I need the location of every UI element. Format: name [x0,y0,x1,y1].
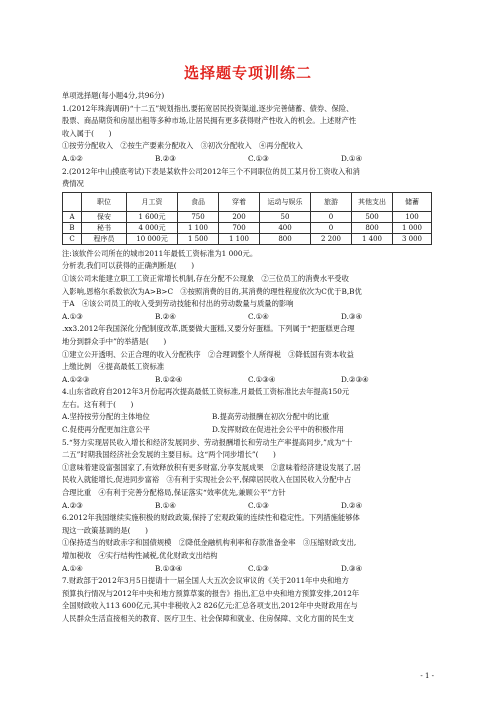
q3-option-a: A.①②③ [62,374,90,384]
q6-statement-line: ①保持适当的财政赤字和国债规模 ②降低金融机构利率和存款准备金率 ③压缩财政支出, [62,538,357,548]
q3-option-d: D.②③④ [341,374,369,384]
table-header-cell: 食品 [178,192,219,211]
q4-option-d: D.发挥财政在促进社会公平中的积极作用 [212,425,344,435]
table-row [63,211,432,222]
q4-stem-line: 4.山东省政府自2012年3月份起再次提高最低工资标准,月最低工资标准比去年提高150元 [62,387,350,397]
table-cell: 1 100 [219,233,260,244]
table-header-cell: 穿着 [219,192,260,211]
table-row [63,222,432,233]
q1-option-b: B.②③ [155,153,176,163]
table-header-cell: 储蓄 [393,192,432,211]
table-cell: 200 [219,211,260,222]
q5-stem-line: 5.“努力实现居民收入增长和经济发展同步、劳动报酬增长和劳动生产率提高同步,”成为“十 [62,437,353,447]
q2-statement-line: ①该公司未能建立职工工资正常增长机制,存在分配不公现象 ②三位员工的消费水平受收 [62,273,349,283]
q5-options [62,500,434,513]
q6-option-d: D.③④ [341,563,362,573]
q2-stem-line: 2.(2012年中山摸底考试)下表是某软件公司2012年三个不同职位的员工某月份工资收入和消 [62,166,360,176]
table-header-cell: 月工资 [127,192,178,211]
q4-stem-line: 左右。这有利于( ) [62,399,134,409]
q1-option-d: D.①④ [341,153,362,163]
q5-statement-line: 民收入就能增长,促进同步富裕 ③有利于实现社会公平,保障居民收入在国民收入分配中占 [62,475,352,485]
table-cell: 800 [260,233,311,244]
q6-option-b: B.①③④ [155,563,183,573]
table-cell: 2 200 [311,233,352,244]
page-title: 选择题专项训练二 [183,64,312,82]
q5-option-b: B.①④ [155,500,176,510]
table-header-cell: 旅游 [311,192,352,211]
q4-options-row [62,424,434,437]
q2-stem-line: 费情况 [62,179,84,189]
q4-option-c: C.促使再分配更加注意公平 [62,425,150,435]
q6-option-c: C.①③ [248,563,269,573]
q5-statement-line: 合理比重 ④有利于完善分配格局,保证落实“效率优先,兼顾公平”方针 [62,488,286,498]
table-cell: 800 [352,222,393,233]
q4-options-row [62,411,434,424]
table-cell: A [63,211,82,222]
q2-option-b: B.②④ [155,311,176,321]
q1-stem-line: 股票、商品期货和房屋出租等多种市场,让居民拥有更多获得财产性收入的机会。上述财产性 [62,116,357,126]
q1-options [62,153,434,166]
q2-note: 注:该软件公司所在的城市2011年最低工资标准为1 000元。 [62,248,258,258]
table-cell: 秘书 [82,222,127,233]
q2-options [62,311,434,324]
q7-line: 预算执行情况与2012年中央和地方预算草案的报告》指出,汇总中央和地方预算安排,2012年 [62,588,360,598]
table-cell: 1 400 [352,233,393,244]
table-cell: B [63,222,82,233]
document-body [62,90,434,626]
table-cell: 1 000 [393,222,432,233]
table-cell: 400 [260,222,311,233]
q1-choices: ①按劳分配收入 ②按生产要素分配收入 ③初次分配收入 ④再分配收入 [62,141,303,151]
table-cell: 3 000 [393,233,432,244]
q3-stem-line: .xx3.2012年我国深化分配制度改革,既要做大蛋糕,又要分好蛋糕。下列属于“把蛋糕更合理 [62,324,355,334]
table-cell: 50 [260,211,311,222]
q3-stem-line: 地分到群众手中”的举措是( ) [62,336,167,346]
q4-option-a: A.坚持按劳分配的主体地位 [62,412,150,422]
q6-stem-line: 现这一政策基调的是( ) [62,525,148,535]
table-cell: 1 100 [178,222,219,233]
table-cell: 1 500 [178,233,219,244]
q5-option-d: D.②④ [341,500,362,510]
q1-option-a: A.①② [62,153,83,163]
q7-line: 全国财政收入113 600亿元,其中非税收入2 826亿元;汇总各项支出,2012年中央财政用在与 [62,601,358,611]
q3-option-b: B.①②④ [155,374,183,384]
page-number: - 1 - [420,672,434,680]
table-cell: C [63,233,82,244]
table-header-cell: 运动与娱乐 [260,192,311,211]
q3-option-c: C.①③④ [248,374,276,384]
table-cell: 100 [393,211,432,222]
table-cell: 500 [352,211,393,222]
q5-option-a: A.②③ [62,500,83,510]
q6-stem-line: 6.2012年我国继续实施积极的财政政策,保持了宏观政策的连续性和稳定性。下列措施能够体 [62,513,360,523]
q7-line: 7.财政部于2012年3月5日提请十一届全国人大五次会议审议的《关于2011年中央和地方 [62,576,349,586]
q4-option-b: B.提高劳动报酬在初次分配中的比重 [212,412,330,422]
q2-option-d: D.③④ [341,311,362,321]
table-row [63,233,432,244]
q1-option-c: C.①③ [248,153,269,163]
table-header-cell [63,192,82,211]
q2-option-c: C.①④ [248,311,269,321]
table-header-cell: 职位 [82,192,127,211]
section-intro: 单项选择题(每小题4分,共96分) [62,91,165,100]
q2-analysis: 分析表,我们可以获得的正确判断是( ) [62,261,195,271]
salary-table [62,192,432,245]
table-cell: 750 [178,211,219,222]
table-cell: 1 600元 [127,211,178,222]
table-cell: 700 [219,222,260,233]
q6-option-a: A.①④ [62,563,83,573]
table-cell: 程序员 [82,233,127,244]
q3-options [62,374,434,387]
q2-option-a: A.①③ [62,311,83,321]
q1-stem-line: 1.(2012年珠海调研)“十二五”规划指出,要拓宽居民投资渠道,逐步完善储蓄、债券、保险、 [62,103,354,113]
q6-statement-line: 增加税收 ④实行结构性减税,优化财政支出结构 [62,551,218,560]
q6-options [62,563,434,576]
table-cell: 0 [311,211,352,222]
table-cell: 保安 [82,211,127,222]
q7-line: 人民群众生活直接相关的教育、医疗卫生、社会保障和就业、住房保障、文化方面的民生支 [62,613,354,623]
table-cell: 10 000元 [127,233,178,244]
q3-statement-line: 上缴比例 ④提高最低工资标准 [62,362,165,372]
q2-statement-line: 入影响,恩格尔系数依次为A>B>C ③按照消费的目的,其消费的理性程度依次为C优于B,B优 [62,286,362,296]
q5-statement-line: ①意味着建设富强国家了,有效释放积有更多财富,分享发展成果 ②意味着经济建设发展了,居 [62,462,361,472]
q5-option-c: C.①③ [248,500,269,510]
q3-statement-line: ①建立公开透明、公正合理的收入分配秩序 ②合理调整个人所得税 ③降低国有资本收益 [62,349,354,359]
table-header-cell: 其他支出 [352,192,393,211]
q2-statement-line: 于A ④该公司员工的收入受到劳动技能和付出的劳动数量与质量的影响 [62,299,294,309]
q1-stem-line: 收入属于( ) [62,128,112,138]
table-header-row [63,192,432,211]
table-cell: 0 [311,222,352,233]
table-cell: 4 000元 [127,222,178,233]
q5-stem-line: 二五”时期我国经济社会发展的主要目标。这“两个同步增长”( ) [62,450,276,460]
